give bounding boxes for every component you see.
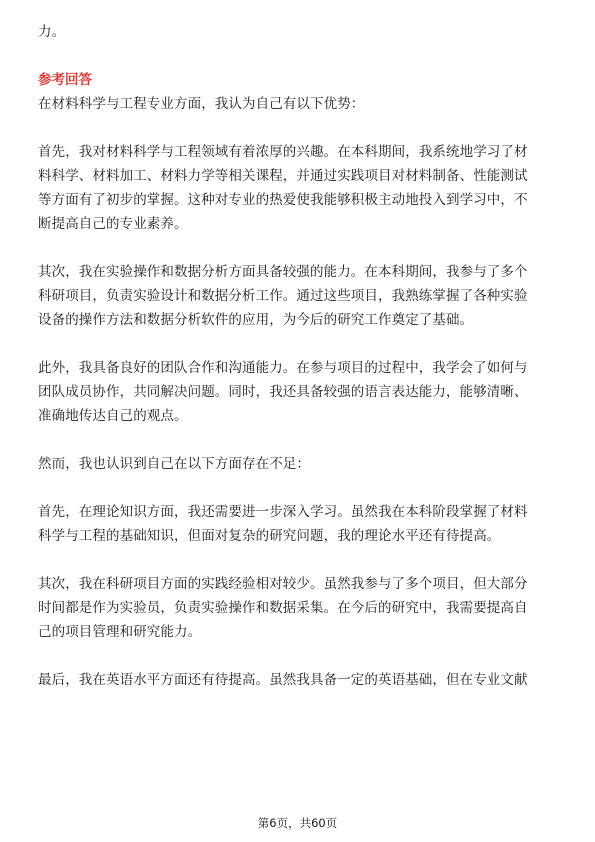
spacer — [38, 644, 558, 668]
carryover-line: 力。 — [38, 24, 66, 40]
paragraph-line: 时间都是作为实验员，负责实验操作和数据采集。在今后的研究中，我需要提高自 — [38, 600, 528, 616]
paragraph-line: 其次，我在实验操作和数据分析方面具备较强的能力。在本科期间，我参与了多个 — [38, 264, 528, 280]
paragraph-line: 科研项目，负责实验设计和数据分析工作。通过这些项目，我熟练掌握了各种实验 — [38, 288, 528, 304]
spacer — [38, 428, 558, 452]
page-number: 第6页，共60页 — [257, 816, 338, 830]
paragraph-line: 设备的操作方法和数据分析软件的应用，为今后的研究工作奠定了基础。 — [38, 312, 474, 328]
paragraph-line: 己的项目管理和研究能力。 — [38, 624, 202, 640]
spacer — [38, 116, 558, 140]
paragraph-line: 最后，我在英语水平方面还有待提高。虽然我具备一定的英语基础，但在专业文献 — [38, 672, 528, 688]
intro-line: 在材料科学与工程专业方面，我认为自己有以下优势： — [38, 96, 365, 112]
strength-paragraph-2 — [38, 260, 558, 332]
weakness-paragraph-1 — [38, 500, 558, 548]
weakness-intro-line: 然而，我也认识到自己在以下方面存在不足： — [38, 456, 310, 472]
paragraph-line: 等方面有了初步的掌握。这种对专业的热爱使我能够积极主动地投入到学习中，不 — [38, 192, 528, 208]
spacer — [38, 548, 558, 572]
paragraph-line: 料科学、材料加工、材料力学等相关课程，并通过实践项目对材料制备、性能测试 — [38, 168, 528, 184]
spacer — [38, 44, 558, 68]
paragraph-line: 首先，在理论知识方面，我还需要进一步深入学习。虽然我在本科阶段掌握了材料 — [38, 504, 528, 520]
strength-paragraph-3 — [38, 356, 558, 428]
paragraph-line: 准确地传达自己的观点。 — [38, 408, 188, 424]
strength-paragraph-1 — [38, 140, 558, 236]
paragraph-line: 团队成员协作，共同解决问题。同时，我还具备较强的语言表达能力，能够清晰、 — [38, 384, 528, 400]
spacer — [38, 236, 558, 260]
paragraph-line: 科学与工程的基础知识，但面对复杂的研究问题，我的理论水平还有待提高。 — [38, 528, 501, 544]
weakness-paragraph-2 — [38, 572, 558, 644]
document-content — [38, 20, 558, 692]
spacer — [38, 332, 558, 356]
answer-heading: 参考回答 — [38, 72, 92, 88]
paragraph-line: 其次，我在科研项目方面的实践经验相对较少。虽然我参与了多个项目，但大部分 — [38, 576, 528, 592]
paragraph-line: 首先，我对材料科学与工程领域有着浓厚的兴趣。在本科期间，我系统地学习了材 — [38, 144, 528, 160]
weakness-paragraph-3 — [38, 668, 558, 692]
paragraph-line: 此外，我具备良好的团队合作和沟通能力。在参与项目的过程中，我学会了如何与 — [38, 360, 528, 376]
spacer — [38, 476, 558, 500]
paragraph-line: 断提高自己的专业素养。 — [38, 216, 188, 232]
